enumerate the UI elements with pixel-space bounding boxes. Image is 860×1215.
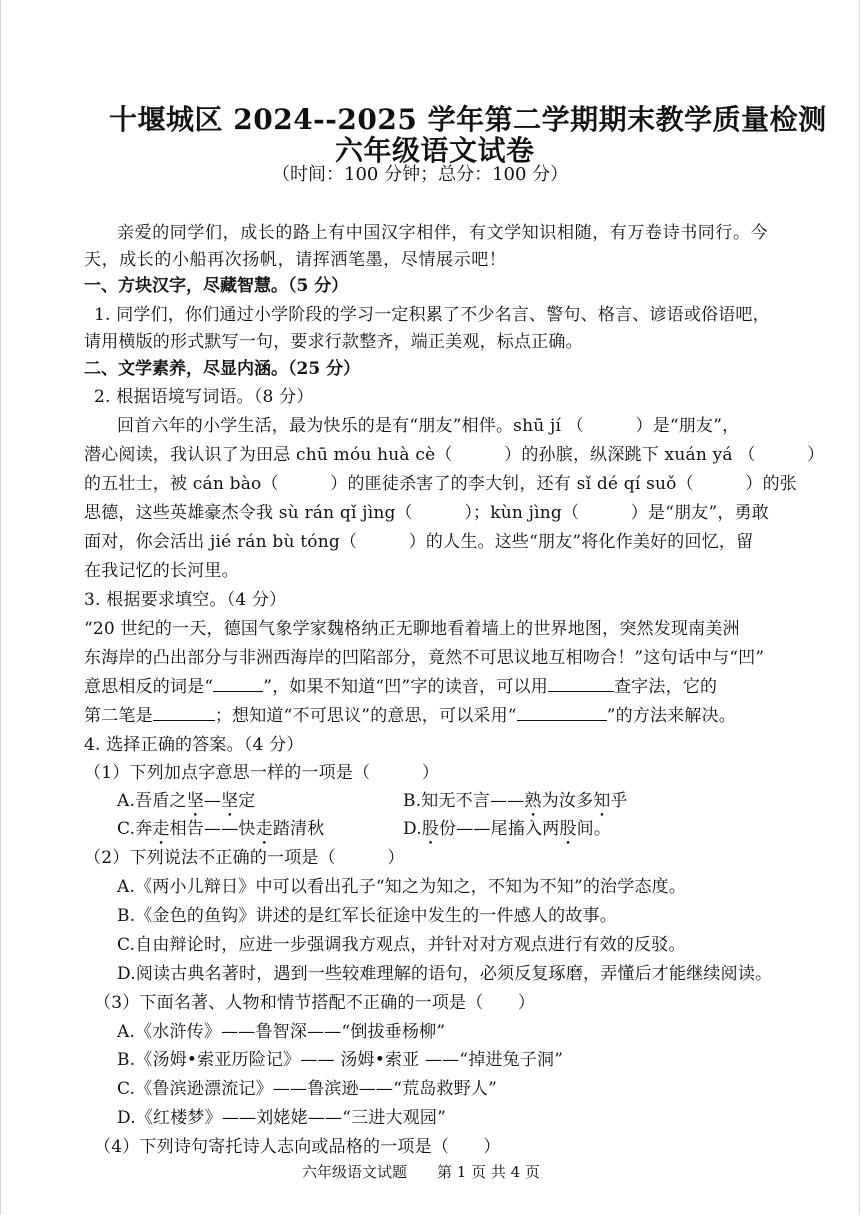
option-text: 为汝多 [541, 791, 594, 811]
section-1-heading: 一、方块汉字，尽藏智慧。（5 分） [84, 276, 349, 296]
exam-subtitle: 六年级语文试卷 [335, 134, 535, 167]
page-footer: 六年级语文试题 第 1 页 共 4 页 [302, 1163, 540, 1181]
q4-title: 4. 选择正确的答案。（4 分） [84, 735, 304, 755]
intro-line-1: 亲爱的同学们，成长的路上有中国汉字相伴，有文学知识相随，有万卷诗书同行。今 [117, 223, 769, 243]
q3-line-3 [84, 672, 717, 697]
option-text: 定 [238, 791, 256, 811]
option-text: — [203, 791, 222, 811]
q4-sub3-option-c: C.《鲁滨逊漂流记》——鲁滨逊——“荒岛救野人” [117, 1079, 497, 1099]
exam-title: 十堰城区 2024--2025 学年第二学期期末教学质量检测 [109, 103, 827, 136]
q4-sub3-option-a: A.《水浒传》——鲁智深——“倒拔垂杨柳” [117, 1022, 446, 1042]
q4-sub3-option-d: D.《红楼梦》——刘姥姥——“三进大观园” [117, 1108, 447, 1128]
q3-line-2: 东海岸的凸出部分与非洲西海岸的凹陷部分，竟然不可思议地互相吻合！”这句话中与“凹” [84, 648, 765, 668]
option-text: 乎 [610, 791, 628, 811]
dotted-char: 坚 [186, 791, 204, 811]
q2-line-5: 面对，你会活出 jié rán bù tóng（ ）的人生。这些“朋友”将化作美好的回忆，留 [84, 532, 754, 552]
dotted-char: 走 [152, 819, 170, 839]
dotted-char: 股 [559, 819, 577, 839]
q3-line-3-text-b: ”，如果不知道“凹”字的读音，可以用 [263, 677, 548, 697]
dotted-char: 熟 [524, 791, 542, 811]
q2-line-3: 的五壮士，被 cán bào（ ）的匪徒杀害了的李大钊，还有 sǐ dé qí suǒ（ ）的张 [84, 474, 798, 494]
q4-sub2-option-c: C.自由辩论时，应进一步强调我方观点，并针对对方观点进行有效的反驳。 [117, 935, 686, 955]
q4-sub3-stem: （3）下面名著、人物和情节搭配不正确的一项是（ ） [94, 993, 536, 1013]
option-text: 份——尾搐入两 [439, 819, 560, 839]
q3-line-4-text-b: ；想知道“不可思议”的意思，可以采用“ [214, 706, 517, 726]
q4-sub3-option-b: B.《汤姆•索亚历险记》—— 汤姆•索亚 ——“掉进兔子洞” [117, 1050, 564, 1070]
q4-sub4-stem: （4）下列诗句寄托诗人志向或品格的一项是（ ） [94, 1137, 501, 1157]
q3-line-4 [84, 701, 736, 726]
dotted-char: 坚 [221, 791, 239, 811]
q3-line-3-text-c: 查字法，它的 [613, 677, 718, 697]
q4-sub1-stem: （1）下列加点字意思一样的一项是（ ） [84, 763, 440, 783]
option-text: 相告——快 [169, 819, 256, 839]
q2-line-1: 回首六年的小学生活，最为快乐的是有“朋友”相伴。shū jí （ ）是“朋友”， [117, 416, 740, 436]
q3-line-3-text-a: 意思相反的词是“ [84, 677, 214, 697]
q4-sub1-option-d [403, 814, 611, 849]
intro-line-2: 天，成长的小船再次扬帆，请挥洒笔墨，尽情展示吧！ [84, 250, 507, 270]
option-text: C.奔 [117, 819, 153, 839]
dotted-char: 走 [255, 819, 273, 839]
q2-line-6: 在我记忆的长河里。 [84, 561, 239, 581]
q2-title: 2. 根据语境写词语。（8 分） [94, 387, 314, 407]
option-text: A.吾盾之 [117, 791, 187, 811]
q4-sub2-option-b: B.《金色的鱼钩》讲述的是红军长征途中发生的一件感人的故事。 [117, 906, 617, 926]
exam-info: （时间：100 分钟；总分：100 分） [272, 164, 569, 185]
q2-line-4: 思德，这些英雄豪杰令我 sù rán qǐ jìng（ ）；kùn jìng（ ）是“朋友”，勇敢 [84, 503, 769, 523]
q3-line-1: “20 世纪的一天，德国气象学家魏格纳正无聊地看着墙上的世界地图，突然发现南美洲 [84, 619, 740, 639]
option-text: B.知无不言—— [403, 791, 525, 811]
dotted-char: 知 [593, 791, 611, 811]
q3-title: 3. 根据要求填空。（4 分） [84, 590, 287, 610]
answer-blank-method[interactable] [517, 702, 607, 721]
option-text: 踏清秋 [272, 819, 325, 839]
q3-line-4-text-a: 第二笔是 [84, 706, 153, 726]
q1-line-1: 1. 同学们，你们通过小学阶段的学习一定积累了不少名言、警句、格言、谚语或俗语吧， [94, 305, 770, 325]
answer-blank-lookup-method[interactable] [548, 673, 614, 692]
dotted-char: 股 [421, 819, 440, 839]
option-text: D. [403, 819, 422, 839]
q4-sub2-option-d: D.阅读古典名著时，遇到一些较难理解的语句，必须反复琢磨，弄懂后才能继续阅读。 [117, 964, 773, 984]
section-2-heading: 二、文学素养，尽显内涵。（25 分） [84, 359, 361, 379]
answer-blank-opposite-word[interactable] [213, 673, 263, 692]
answer-blank-second-stroke[interactable] [153, 702, 215, 721]
option-text: 间。 [576, 819, 612, 839]
q1-line-2: 请用横版的形式默写一句，要求行款整齐，端正美观，标点正确。 [84, 332, 583, 352]
q4-sub2-option-a: A.《两小儿辩日》中可以看出孔子“知之为知之，不知为不知”的治学态度。 [117, 877, 687, 897]
q4-sub2-stem: （2）下列说法不正确的一项是（ ） [84, 848, 405, 868]
q3-line-4-text-c: ”的方法来解决。 [606, 706, 736, 726]
q2-line-2: 潜心阅读，我认识了为田忌 chū móu huà cè（ ）的孙膑，纵深跳下 xuán yá （ ） [84, 445, 825, 465]
page-edge-left [0, 0, 1, 1215]
